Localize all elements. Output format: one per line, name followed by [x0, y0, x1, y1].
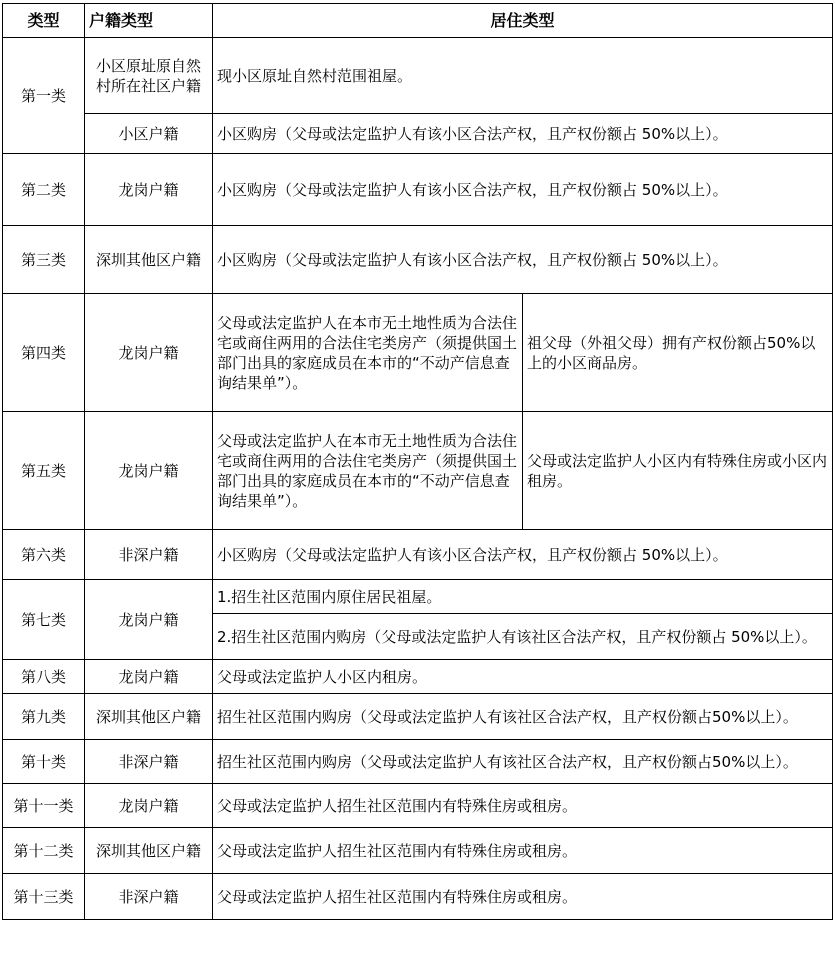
table-row: [3, 38, 833, 114]
category-cell: 第三类: [3, 226, 85, 294]
residence-cell: 父母或法定监护人招生社区范围内有特殊住房或租房。: [213, 874, 833, 920]
residence-cell: 小区购房（父母或法定监护人有该小区合法产权，且产权份额占 50%以上）。: [213, 530, 833, 580]
table-row: [3, 784, 833, 828]
residence-cell: 1.招生社区范围内原住居民祖屋。: [213, 580, 833, 614]
category-cell: 第四类: [3, 294, 85, 412]
huji-cell: 非深户籍: [85, 530, 213, 580]
table-row: [3, 660, 833, 694]
table-row: [3, 154, 833, 226]
header-huji: 户籍类型: [85, 4, 213, 38]
header-row: [3, 4, 833, 38]
residence-cell: 小区购房（父母或法定监护人有该小区合法产权，且产权份额占 50%以上）。: [213, 154, 833, 226]
huji-cell: 龙岗户籍: [85, 784, 213, 828]
residence-cell: 小区购房（父母或法定监护人有该小区合法产权，且产权份额占 50%以上）。: [213, 226, 833, 294]
residence-cell-a: 父母或法定监护人在本市无土地性质为合法住宅或商住两用的合法住宅类房产（须提供国土部门出具的家庭成员在本市的“不动产信息查询结果单”）。: [213, 412, 523, 530]
table-row: [3, 694, 833, 740]
category-cell: 第二类: [3, 154, 85, 226]
table-row: [3, 874, 833, 920]
residence-cell: 2.招生社区范围内购房（父母或法定监护人有该社区合法产权，且产权份额占 50%以上）。: [213, 614, 833, 660]
huji-cell: 小区户籍: [85, 114, 213, 154]
huji-cell: 非深户籍: [85, 740, 213, 784]
huji-cell: 深圳其他区户籍: [85, 226, 213, 294]
table-row: [3, 580, 833, 614]
category-cell: 第十一类: [3, 784, 85, 828]
huji-cell: 龙岗户籍: [85, 580, 213, 660]
huji-cell: 龙岗户籍: [85, 412, 213, 530]
residence-cell-b: 祖父母（外祖父母）拥有产权份额占50%以上的小区商品房。: [523, 294, 833, 412]
category-cell: 第七类: [3, 580, 85, 660]
table-row: [3, 412, 833, 530]
table-row: [3, 740, 833, 784]
residence-cell: 父母或法定监护人小区内租房。: [213, 660, 833, 694]
category-cell: 第一类: [3, 38, 85, 154]
category-cell: 第六类: [3, 530, 85, 580]
huji-cell: 深圳其他区户籍: [85, 694, 213, 740]
residence-cell: 父母或法定监护人招生社区范围内有特殊住房或租房。: [213, 828, 833, 874]
residence-cell: 招生社区范围内购房（父母或法定监护人有该社区合法产权，且产权份额占50%以上）。: [213, 740, 833, 784]
residence-cell: 招生社区范围内购房（父母或法定监护人有该社区合法产权，且产权份额占50%以上）。: [213, 694, 833, 740]
residence-cell: 父母或法定监护人招生社区范围内有特殊住房或租房。: [213, 784, 833, 828]
huji-cell: 龙岗户籍: [85, 154, 213, 226]
huji-cell: 深圳其他区户籍: [85, 828, 213, 874]
header-residence: 居住类型: [213, 4, 833, 38]
category-cell: 第十类: [3, 740, 85, 784]
table-row: [3, 828, 833, 874]
table-row: [3, 226, 833, 294]
category-cell: 第十三类: [3, 874, 85, 920]
residence-category-table: [2, 3, 833, 920]
residence-cell: 现小区原址自然村范围祖屋。: [213, 38, 833, 114]
header-type: 类型: [3, 4, 85, 38]
residence-cell-a: 父母或法定监护人在本市无土地性质为合法住宅或商住两用的合法住宅类房产（须提供国土部门出具的家庭成员在本市的“不动产信息查询结果单”）。: [213, 294, 523, 412]
huji-cell: 小区原址原自然村所在社区户籍: [85, 38, 213, 114]
category-cell: 第八类: [3, 660, 85, 694]
residence-cell-b: 父母或法定监护人小区内有特殊住房或小区内租房。: [523, 412, 833, 530]
category-cell: 第十二类: [3, 828, 85, 874]
category-cell: 第九类: [3, 694, 85, 740]
huji-cell: 龙岗户籍: [85, 660, 213, 694]
huji-cell: 非深户籍: [85, 874, 213, 920]
table-row: [3, 530, 833, 580]
category-cell: 第五类: [3, 412, 85, 530]
table-row: [3, 294, 833, 412]
table-row: [3, 114, 833, 154]
huji-cell: 龙岗户籍: [85, 294, 213, 412]
residence-cell: 小区购房（父母或法定监护人有该小区合法产权，且产权份额占 50%以上）。: [213, 114, 833, 154]
